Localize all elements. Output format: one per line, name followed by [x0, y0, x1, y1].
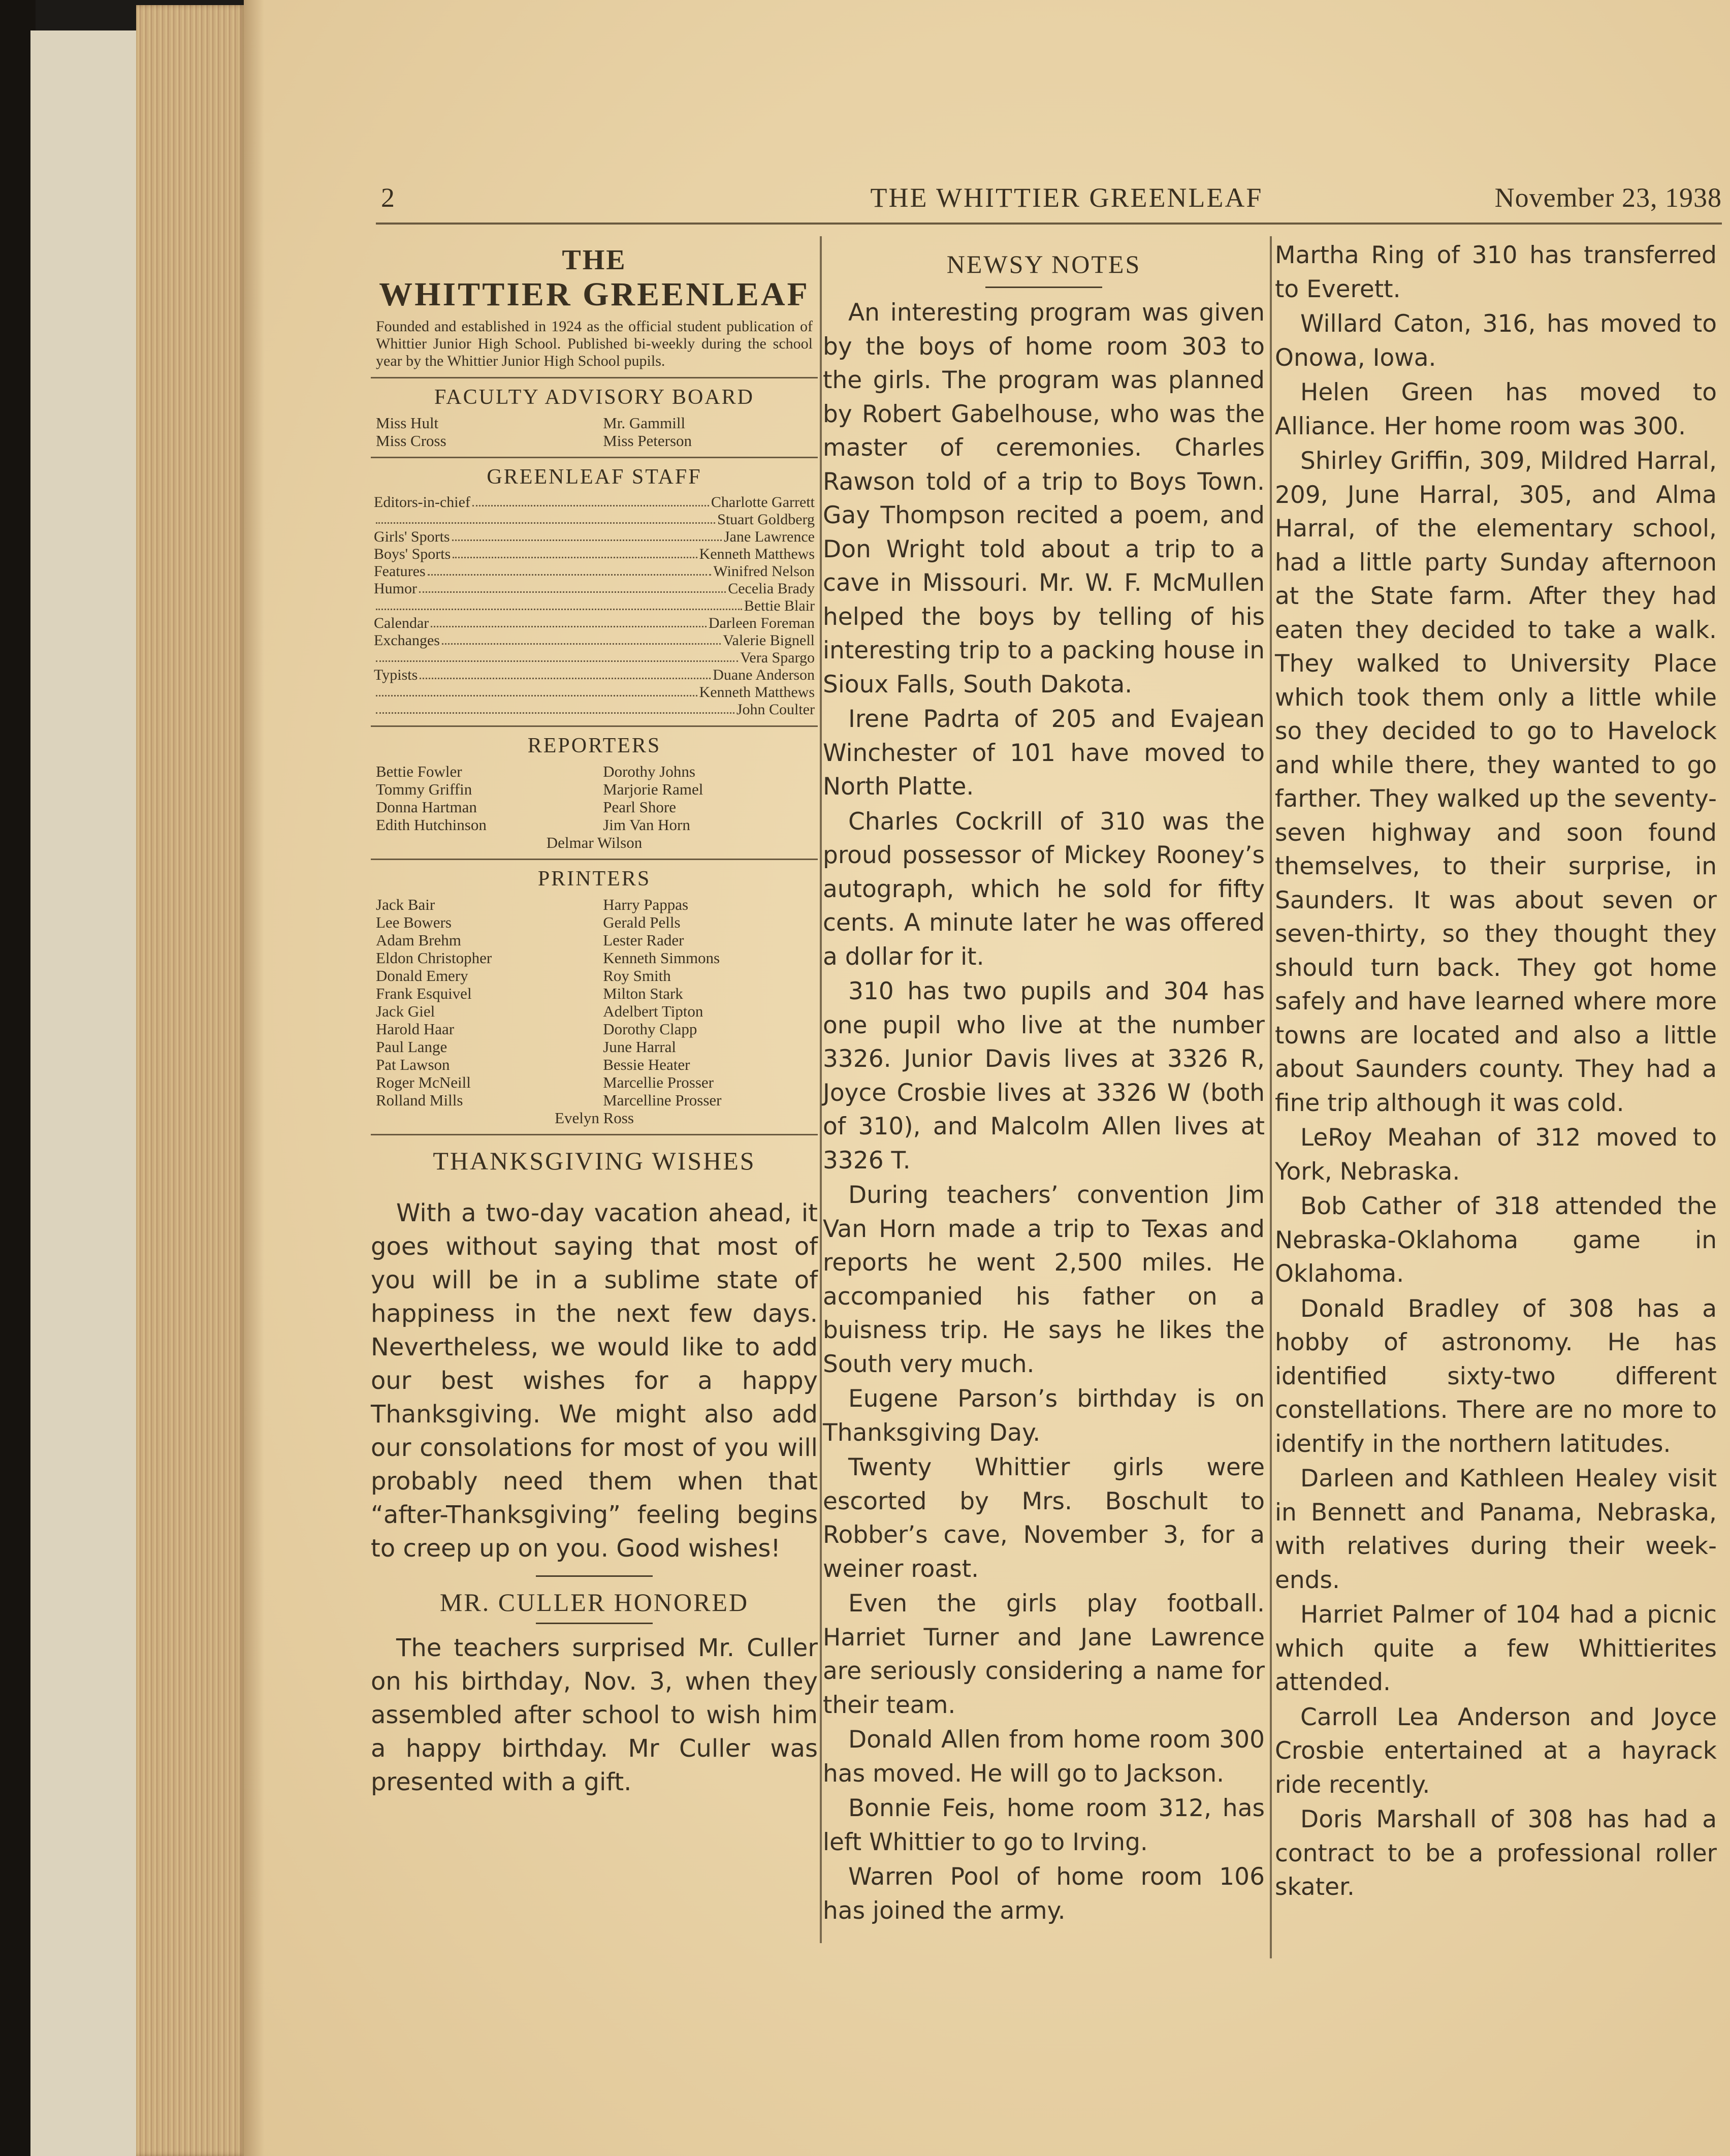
dot-leader: [419, 580, 726, 593]
staff-name: Valerie Bignell: [723, 632, 815, 649]
reporter-name: Tommy Griffin: [376, 780, 472, 798]
news-item: LeRoy Meahan of 312 moved to York, Nebraska.: [1275, 1124, 1717, 1186]
short-divider: [985, 287, 1102, 288]
printer-name: Marcelline Prosser: [603, 1091, 722, 1109]
staff-row: [371, 528, 818, 546]
printer-name: Bessie Heater: [603, 1056, 690, 1073]
staff-name: Duane Anderson: [713, 667, 815, 683]
printer-name: Lester Rader: [603, 931, 684, 949]
staff-role: Exchanges: [374, 632, 440, 649]
printer-name: Adelbert Tipton: [603, 1002, 703, 1020]
faculty-member: Mr. Gammill: [603, 414, 686, 432]
faculty-member: Miss Hult: [376, 414, 439, 432]
column-rule-2: [1270, 236, 1272, 1958]
divider: [371, 457, 818, 458]
staff-name: Darleen Foreman: [708, 615, 815, 631]
staff-row: [371, 632, 818, 649]
dot-leader: [376, 511, 715, 524]
culler-headline: MR. CULLER HONORED: [439, 1588, 749, 1616]
news-item: Eugene Parson’s birthday is on Thanksgiving Day.: [823, 1385, 1265, 1447]
printer-name: Adam Brehm: [376, 931, 461, 949]
staff-name: Kenneth Matthews: [699, 684, 815, 701]
reporter-name: Pearl Shore: [603, 798, 676, 816]
masthead-the: THE: [562, 244, 627, 276]
article-paragraph: The teachers surprised Mr. Culler on his birthday, Nov. 3, when they assembled after school to wish him a happy birthday. Mr Culler was presented with a gift.: [371, 1634, 818, 1796]
faculty-heading: FACULTY ADVISORY BOARD: [434, 386, 754, 409]
news-item: Irene Padrta of 205 and Evajean Winchester of 101 have moved to North Platte.: [823, 705, 1265, 801]
staff-role: Features: [374, 563, 426, 580]
dot-leader: [420, 667, 711, 679]
printer-name: Roger McNeill: [376, 1073, 471, 1091]
article-paragraph: With a two-day vacation ahead, it goes without saying that most of you will be in a sublime state of happiness in the next few days. Nevertheless, we would like to add our best wishes for a happy Thanksgiving. We might also add our consolations for most of you will probably need them when that “after-Thanksgiving” feeling begins to creep up on you. Good wishes!: [371, 1199, 818, 1563]
newsy-headline: NEWSY NOTES: [946, 250, 1141, 278]
staff-list: [371, 494, 818, 718]
staff-row: [371, 563, 818, 580]
staff-row: [371, 494, 818, 511]
staff-row: [371, 580, 818, 597]
news-item: Doris Marshall of 308 has had a contract to be a professional roller skater.: [1275, 1805, 1717, 1901]
reporters-list: [371, 763, 818, 834]
reporter-name: Bettie Fowler: [376, 763, 462, 780]
staff-name: Bettie Blair: [744, 597, 815, 614]
thanksgiving-headline: THANKSGIVING WISHES: [433, 1147, 756, 1175]
staff-name: John Coulter: [736, 701, 815, 718]
staff-row: [371, 649, 818, 667]
dot-leader: [472, 494, 709, 506]
news-item: Donald Bradley of 308 has a hobby of astronomy. He has identified sixty-two different constellations. There are no more to identify in the northern latitudes.: [1275, 1294, 1717, 1458]
printer-name: Milton Stark: [603, 985, 683, 1002]
staff-name: Vera Spargo: [740, 649, 815, 666]
founded-statement: Founded and established in 1924 as the official student publication of Whittier Junior High School. Published bi-weekly during the school year by the Whittier Junior High School pupils.: [376, 318, 813, 369]
staff-name: Charlotte Garrett: [711, 494, 815, 511]
page-edges: [136, 5, 245, 2156]
staff-name: Winifred Nelson: [713, 563, 815, 580]
printer-name: Paul Lange: [376, 1038, 447, 1056]
culler-article: [371, 1631, 818, 1799]
staff-role: Girls' Sports: [374, 528, 450, 545]
dot-leader: [376, 701, 734, 714]
dot-leader: [376, 684, 697, 696]
news-item: Charles Cockrill of 310 was the proud possessor of Mickey Rooney’s autograph, which he sold for fifty cents. A minute later he was offered a dollar for it.: [823, 807, 1265, 971]
news-item: Even the girls play football. Harriet Turner and Jane Lawrence are seriously considering a name for their team.: [823, 1590, 1265, 1719]
printer-name: Lee Bowers: [376, 913, 452, 931]
news-item: Carroll Lea Anderson and Joyce Crosbie entertained at a hayrack ride recently.: [1275, 1703, 1717, 1799]
staff-name: Kenneth Matthews: [699, 546, 815, 562]
news-item: Willard Caton, 316, has moved to Onowa, Iowa.: [1275, 310, 1717, 372]
newsy-notes-article: [823, 296, 1265, 1928]
staff-role: Calendar: [374, 615, 429, 631]
short-divider: [536, 1623, 653, 1624]
staff-row: [371, 597, 818, 615]
page-gutter-shadow: [244, 0, 264, 2156]
news-item: An interesting program was given by the boys of home room 303 to the girls. The program was planned by Robert Gabelhouse, who was the master of ceremonies. Charles Rawson told of a trip to Boys Town. Gay Thompson recited a poem, and Don Wright told about a trip to a cave in Missouri. Mr. W. F. McMullen helped the boys by telling of his interesting trip to a packing house in Sioux Falls, South Dakota.: [823, 299, 1265, 699]
newsy-notes-continued: [1275, 239, 1717, 1905]
printers-heading: PRINTERS: [537, 867, 651, 891]
printer-name: Evelyn Ross: [555, 1109, 634, 1127]
printer-name: Harry Pappas: [603, 896, 689, 913]
dot-leader: [452, 528, 722, 541]
column-2: [823, 239, 1265, 1929]
issue-date: November 23, 1938: [1494, 182, 1722, 213]
dot-leader: [442, 632, 721, 645]
staff-row: [371, 684, 818, 701]
news-item: Helen Green has moved to Alliance. Her home room was 300.: [1275, 378, 1717, 440]
printer-name: Jack Bair: [376, 896, 435, 913]
news-item: Shirley Griffin, 309, Mildred Harral, 209, June Harral, 305, and Alma Harral, of the elementary school, had a little party Sunday afternoon at the State farm. After they had eaten they decided to take a walk. They walked to University Place which took them only a little while so they decided to go to Havelock and while there, they wanted to go farther. They walked up the seventy-seven highway and soon found themselves, to their surprise, in Saunders. It was about seven or seven-thirty, so they thought they should turn back. They got home safely and have learned where more towns are located and also a little about Saunders county. They had a fine trip although it was cold.: [1275, 447, 1717, 1117]
printer-name: Eldon Christopher: [376, 949, 492, 967]
dot-leader: [376, 649, 738, 662]
staff-name: Stuart Goldberg: [717, 511, 815, 528]
news-item: Bob Cather of 318 attended the Nebraska-Oklahoma game in Oklahoma.: [1275, 1192, 1717, 1288]
reporter-name: Edith Hutchinson: [376, 816, 487, 834]
reporter-name: Dorothy Johns: [603, 763, 695, 780]
reporter-name: Marjorie Ramel: [603, 780, 703, 798]
faculty-member: Miss Peterson: [603, 432, 692, 450]
staff-role: Editors-in-chief: [374, 494, 470, 511]
printer-name: Gerald Pells: [603, 913, 681, 931]
news-item: Twenty Whittier girls were escorted by Mrs. Boschult to Robber’s cave, November 3, for a weiner roast.: [823, 1453, 1265, 1583]
printer-name: Roy Smith: [603, 967, 671, 985]
dot-leader: [431, 615, 707, 627]
news-item: Martha Ring of 310 has transferred to Everett.: [1275, 241, 1717, 303]
reporters-heading: REPORTERS: [527, 734, 661, 757]
staff-role: Typists: [374, 667, 418, 683]
printer-name: Jack Giel: [376, 1002, 435, 1020]
staff-role: Boys' Sports: [374, 546, 451, 562]
faculty-list: [371, 414, 818, 450]
news-item: Harriet Palmer of 104 had a picnic which quite a few Whittierites attended.: [1275, 1601, 1717, 1696]
printer-name: Frank Esquivel: [376, 985, 472, 1002]
thanksgiving-article: [371, 1196, 818, 1565]
binder-board: [30, 30, 147, 2156]
news-item: Donald Allen from home room 300 has moved. He will go to Jackson.: [823, 1726, 1265, 1788]
dot-leader: [453, 546, 697, 558]
staff-row: [371, 511, 818, 528]
column-3: [1275, 239, 1717, 1906]
printer-name: Harold Haar: [376, 1020, 455, 1038]
short-divider: [536, 1575, 653, 1577]
faculty-member: Miss Cross: [376, 432, 446, 450]
printer-name: Pat Lawson: [376, 1056, 450, 1073]
staff-row: [371, 615, 818, 632]
printer-name: Rolland Mills: [376, 1091, 463, 1109]
staff-role: Humor: [374, 580, 417, 597]
dot-leader: [376, 597, 742, 610]
news-item: During teachers’ convention Jim Van Horn made a trip to Texas and reports he went 2,500 miles. He accompanied his father on a buisness trip. He says he likes the South very much.: [823, 1181, 1265, 1378]
news-item: Warren Pool of home room 106 has joined the army.: [823, 1863, 1265, 1925]
header-rule: [376, 223, 1722, 225]
divider: [371, 725, 818, 727]
staff-row: [371, 546, 818, 563]
reporter-name: Jim Van Horn: [603, 816, 690, 834]
dot-leader: [428, 563, 712, 576]
printer-name: Dorothy Clapp: [603, 1020, 697, 1038]
news-item: 310 has two pupils and 304 has one pupil who live at the number 3326. Junior Davis lives at 3326 R, Joyce Crosbie lives at 3326 W (both of 310), and Malcolm Allen lives at 3326 T.: [823, 977, 1265, 1175]
reporter-name: Donna Hartman: [376, 798, 477, 816]
running-title: THE WHITTIER GREENLEAF: [870, 182, 1263, 213]
masthead-name: WHITTIER GREENLEAF: [379, 276, 810, 313]
staff-row: [371, 701, 818, 718]
divider: [371, 1134, 818, 1135]
printer-name: Marcellie Prosser: [603, 1073, 714, 1091]
staff-name: Cecelia Brady: [728, 580, 815, 597]
page-number: 2: [381, 182, 395, 213]
staff-heading: GREENLEAF STAFF: [487, 465, 702, 489]
divider: [371, 859, 818, 860]
news-item: Darleen and Kathleen Healey visit in Bennett and Panama, Nebraska, with relatives during their week-ends.: [1275, 1465, 1717, 1594]
printer-name: June Harral: [603, 1038, 676, 1056]
column-1: [371, 239, 818, 1799]
column-rule-1: [820, 236, 822, 1943]
printer-name: Kenneth Simmons: [603, 949, 720, 967]
divider: [371, 377, 818, 378]
printers-list: [371, 896, 818, 1109]
printer-name: Donald Emery: [376, 967, 468, 985]
staff-name: Jane Lawrence: [723, 528, 815, 545]
staff-row: [371, 667, 818, 684]
reporter-name: Delmar Wilson: [546, 834, 643, 851]
news-item: Bonnie Feis, home room 312, has left Whittier to go to Irving.: [823, 1794, 1265, 1856]
page-header: [381, 182, 1722, 223]
